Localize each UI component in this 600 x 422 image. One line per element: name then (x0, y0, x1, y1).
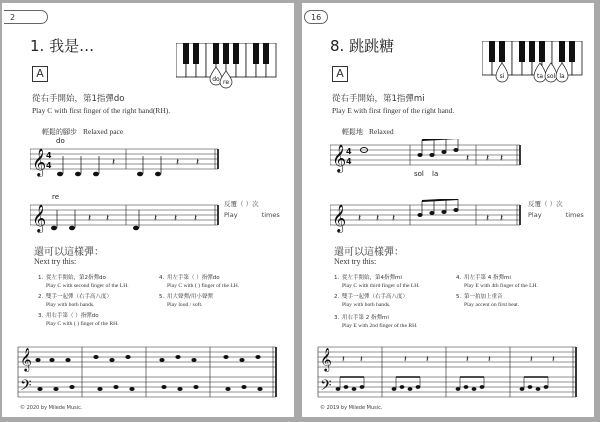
svg-text:𝄽: 𝄽 (360, 355, 363, 365)
svg-text:𝄞: 𝄞 (332, 204, 347, 232)
list-item: 3. 用右手第 2 指彈mi Play E with 2nd finger of the RH. (334, 315, 418, 329)
instruction-zh: 從右手開始，第1指彈do (32, 94, 125, 104)
repeat-count (528, 199, 584, 221)
svg-text:𝄞: 𝄞 (32, 148, 47, 176)
staff2-note-label: re (52, 193, 60, 201)
page-title: 1. 我是… (30, 37, 95, 55)
list-item: 1. 從左手開始，第4指彈mi Play C with third finger of the LH. (334, 275, 420, 289)
list-item: 3. 用右手第（ ）指彈do Play C with ( ) finger of the RH. (38, 313, 119, 327)
more-heading-en: Next try this: (334, 257, 377, 266)
svg-text:𝄞: 𝄞 (20, 347, 32, 371)
right-page (302, 3, 594, 417)
svg-text:𝄽: 𝄽 (426, 355, 429, 365)
svg-text:𝄽: 𝄽 (392, 213, 396, 224)
tempo-en: Relaxed (369, 127, 394, 136)
list-item: 5. 用大聲彈/用小聲彈 Play loud / soft. (159, 294, 213, 308)
more-heading-en: Next try this: (34, 257, 77, 266)
svg-text:𝄽: 𝄽 (466, 153, 470, 164)
svg-text:4: 4 (46, 151, 52, 160)
svg-text:𝄽: 𝄽 (358, 213, 362, 224)
tempo-marking (342, 127, 394, 137)
staff-1 (330, 139, 522, 179)
note-label-sol: sol (414, 170, 424, 178)
svg-text:𝄽: 𝄽 (488, 355, 491, 365)
instruction-zh: 從右手開始，第1指彈mi (332, 94, 425, 104)
list-item: 4. 用左手第 4 指彈mi Play E with 4th finger of the LH. (456, 275, 538, 289)
copyright: © 2020 by Milede Music. (20, 405, 83, 411)
staff-2 (330, 199, 522, 235)
staff1-note-label: do (56, 137, 65, 145)
tempo-en: Relaxed pace (83, 127, 124, 136)
note-label-la: la (432, 170, 439, 178)
key-label-la: la (559, 73, 565, 80)
list-item: 1. 從左手開始，第2指彈do Play C with second finger of the LH. (38, 275, 129, 289)
page-number: 16 (304, 10, 328, 24)
svg-text:𝄽: 𝄽 (112, 157, 116, 168)
left-page (2, 3, 294, 417)
svg-text:𝄽: 𝄽 (196, 157, 200, 168)
svg-text:𝄽: 𝄽 (342, 355, 345, 365)
repeat-times: times (261, 211, 280, 219)
tempo-zh: 輕鬆地 (342, 128, 363, 136)
repeat-zh: 反覆（ ）次 (224, 200, 259, 208)
svg-text:𝄽: 𝄽 (154, 213, 158, 224)
svg-text:𝄞: 𝄞 (320, 347, 332, 371)
page-number: 2 (4, 10, 48, 24)
key-label-ta: ta (536, 73, 544, 80)
svg-text:𝄽: 𝄽 (176, 157, 180, 168)
svg-text:𝄢: 𝄢 (320, 377, 332, 398)
instruction-en: Play C with first finger of the right hand(RH). (32, 106, 171, 115)
instruction-en: Play E with first finger of the right hand. (332, 106, 455, 115)
svg-text:4: 4 (346, 147, 352, 156)
repeat-play: Play (528, 211, 542, 219)
repeat-count (224, 199, 280, 221)
svg-text:𝄢: 𝄢 (20, 377, 32, 398)
svg-text:𝄽: 𝄽 (404, 355, 407, 365)
svg-text:𝄞: 𝄞 (332, 144, 347, 172)
grand-staff (316, 341, 578, 403)
list-item: 2. 雙手一起彈（右手高八度） Play with both hands. (38, 294, 113, 308)
list-item: 5. 第一拍加上重音 Play accent on first beat. (456, 294, 520, 308)
key-label-do: do (212, 76, 220, 83)
key-label-si: si (499, 73, 505, 80)
svg-text:𝄽: 𝄽 (500, 153, 504, 164)
svg-text:𝄞: 𝄞 (32, 204, 47, 232)
list-item: 2. 雙手一起彈（右手高八度） Play with both hands. (334, 294, 409, 308)
list-item: 4. 用左手第（ ）指彈do Play C with ( ) finger of the LH. (159, 275, 240, 289)
svg-text:𝄽: 𝄽 (552, 355, 555, 365)
more-heading-zh: 還可以這樣彈： (334, 247, 404, 258)
svg-text:𝄽: 𝄽 (174, 213, 178, 224)
more-heading-zh: 還可以這樣彈： (34, 247, 104, 258)
tempo-zh: 輕鬆的腳步 (42, 128, 77, 136)
repeat-times: times (565, 211, 584, 219)
key-label-re: re (222, 79, 230, 86)
svg-text:𝄽: 𝄽 (486, 153, 490, 164)
grand-staff (16, 341, 278, 403)
section-tag: A (332, 66, 348, 82)
copyright: © 2019 by Milede Music. (320, 405, 383, 411)
svg-text:𝄽: 𝄽 (88, 213, 92, 224)
staff-2 (30, 199, 220, 235)
svg-text:𝄽: 𝄽 (194, 213, 198, 224)
svg-text:𝄽: 𝄽 (466, 355, 469, 365)
svg-text:𝄽: 𝄽 (500, 213, 504, 224)
svg-text:𝄽: 𝄽 (376, 213, 380, 224)
key-label-sol: sol (546, 73, 556, 80)
repeat-play: Play (224, 211, 238, 219)
staff-1 (30, 143, 220, 179)
svg-text:4: 4 (346, 157, 352, 166)
svg-text:𝄽: 𝄽 (530, 355, 533, 365)
tempo-marking (42, 127, 123, 137)
repeat-zh: 反覆（ ）次 (528, 200, 563, 208)
svg-text:4: 4 (46, 161, 52, 170)
svg-text:𝄽: 𝄽 (486, 213, 490, 224)
page-title: 8. 跳跳糖 (330, 37, 395, 55)
svg-text:𝄽: 𝄽 (106, 213, 110, 224)
section-tag: A (32, 66, 48, 82)
